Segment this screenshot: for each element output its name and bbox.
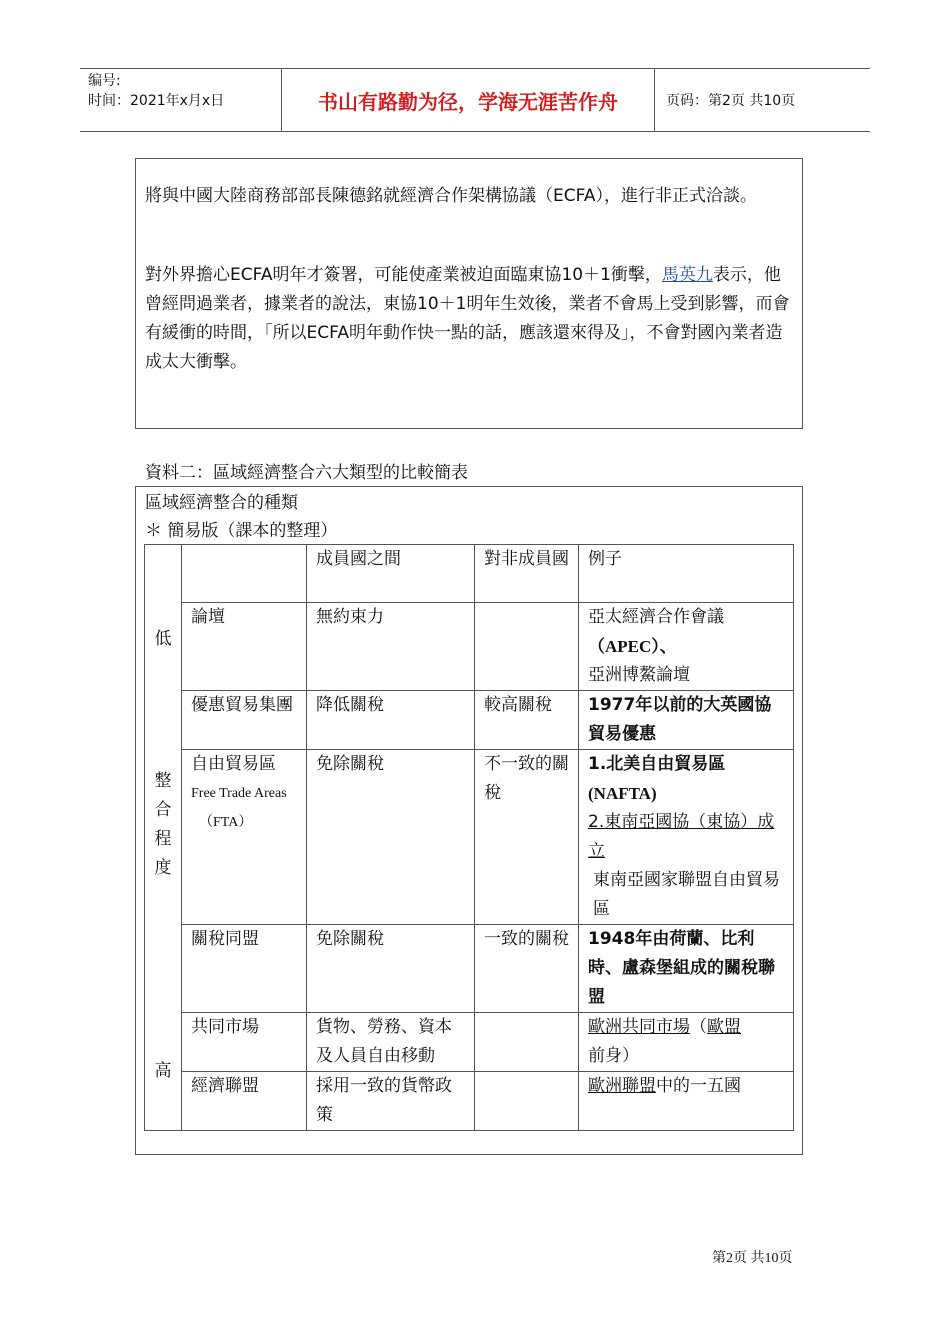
type-cell: 自由貿易區 Free Trade Areas （FTA）	[182, 750, 307, 925]
header-cell-empty	[182, 545, 307, 603]
example-cell: 亞太經濟合作會議 （APEC）、 亞洲博鰲論壇	[579, 603, 794, 691]
non-members-cell	[475, 1013, 579, 1072]
header-meta	[88, 71, 224, 111]
type-english: Free Trade Areas	[191, 786, 287, 801]
members-cell: 降低關稅	[307, 691, 475, 750]
table-row	[145, 1013, 794, 1072]
header-cell-non-members: 對非成員國	[475, 545, 579, 603]
page-header	[80, 68, 870, 132]
date-line: 时间：2021年x月x日	[88, 93, 225, 109]
members-cell: 免除關稅	[307, 925, 475, 1013]
table-row	[145, 603, 794, 691]
para2-text-before: 對外界擔心ECFA明年才簽署，可能使產業被迫面臨東協10＋1衝擊，	[145, 265, 662, 285]
non-members-cell: 不一致的關稅	[475, 750, 579, 925]
table-header-row	[145, 545, 794, 603]
section-title: 資料二：區域經濟整合六大類型的比較簡表	[145, 463, 468, 483]
members-cell: 免除關稅	[307, 750, 475, 925]
example-cell: 歐洲共同市場（歐盟前身）	[579, 1013, 794, 1072]
type-cell: 關稅同盟	[182, 925, 307, 1013]
header-cell-examples: 例子	[579, 545, 794, 603]
non-members-cell: 一致的關稅	[475, 925, 579, 1013]
example-cell: 1948年由荷蘭、比利時、盧森堡組成的關稅聯盟	[579, 925, 794, 1013]
degree-low-label: 低	[154, 629, 172, 649]
members-cell: 採用一致的貨幣政策	[307, 1072, 475, 1131]
type-cell: 論壇	[182, 603, 307, 691]
type-cell: 共同市場	[182, 1013, 307, 1072]
header-divider	[654, 69, 655, 131]
table-row	[145, 925, 794, 1013]
article-paragraph-1: 將與中國大陸商務部部長陳德銘就經濟合作架構協議（ECFA），進行非正式洽談。	[145, 186, 757, 206]
number-label: 编号:	[88, 73, 121, 89]
page-footer: 第2页 共10页	[712, 1251, 793, 1266]
non-members-cell	[475, 1072, 579, 1131]
type-cell: 經濟聯盟	[182, 1072, 307, 1131]
non-members-cell: 較高關稅	[475, 691, 579, 750]
table-row	[145, 750, 794, 925]
example-cell: 歐洲聯盟中的一五國	[579, 1072, 794, 1131]
degree-high-label: 高	[154, 1061, 172, 1081]
members-cell: 無約束力	[307, 603, 475, 691]
comparison-table	[144, 544, 794, 1131]
type-cell: 優惠貿易集團	[182, 691, 307, 750]
article-paragraph-2	[145, 261, 795, 377]
degree-label: 整 合 程 度	[154, 771, 172, 878]
box-title: 區域經濟整合的種類	[145, 493, 298, 513]
header-cell-members: 成員國之間	[307, 545, 475, 603]
header-page-info: 页码：第2页 共10页	[666, 93, 796, 109]
example-cell: 1.北美自由貿易區 (NAFTA) 2.東南亞國協（東協）成立 東南亞國家聯盟自由貿易區	[579, 750, 794, 925]
table-row	[145, 1072, 794, 1131]
members-cell: 貨物、勞務、資本及人員自由移動	[307, 1013, 475, 1072]
article-box	[135, 158, 803, 429]
box-subtitle: ＊ 簡易版（課本的整理）	[145, 521, 338, 541]
type-abbr: （FTA）	[199, 815, 253, 830]
integration-degree-axis	[145, 545, 182, 1131]
para2-text-after: 表示，他曾經問過業者，據業者的說法，東協10＋1明年生效後，業者不會馬上受到影響，而會有緩衝的時間，「所以ECFA明年動作快一點的話，應該還來得及」，不會對國內業者造成太大衝擊。	[145, 265, 790, 372]
person-link[interactable]: 馬英九	[661, 265, 713, 285]
non-members-cell	[475, 603, 579, 691]
table-row	[145, 691, 794, 750]
header-motto: 书山有路勤为径，学海无涯苦作舟	[318, 89, 618, 114]
example-cell: 1977年以前的大英國協貿易優惠	[579, 691, 794, 750]
